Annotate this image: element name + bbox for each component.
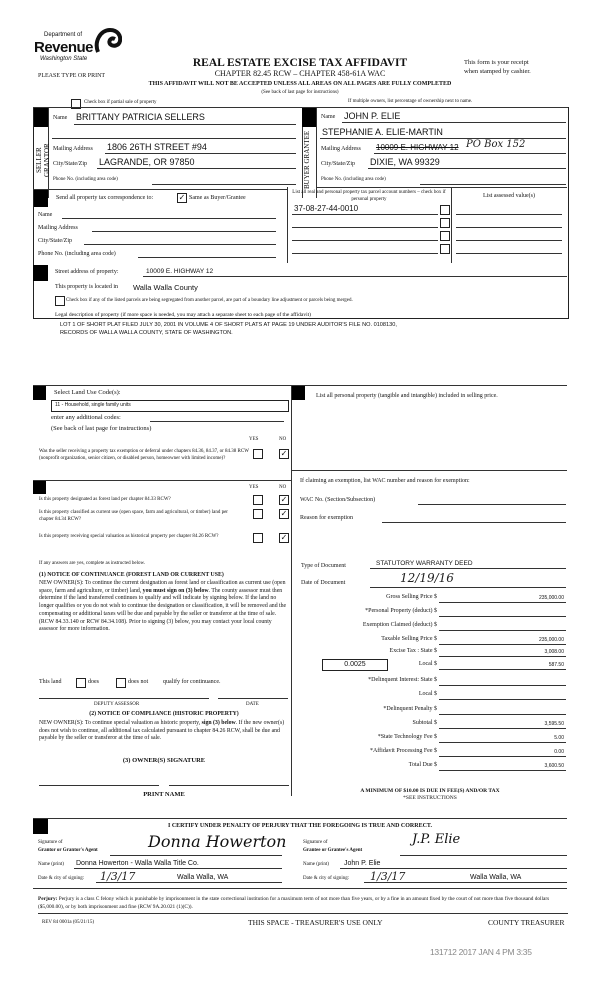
buyer-name[interactable]: JOHN P. ELIE (344, 111, 401, 121)
print-name-label: PRINT NAME (143, 791, 185, 798)
buyer-phone-label: Phone No. (including area code) (321, 177, 386, 182)
partial-sale-label: Check box if partial sale of property (84, 100, 157, 105)
parcel-number[interactable]: 37-08-27-44-0010 (294, 204, 359, 213)
buyer-side-label: BUYER GRANTEE (303, 130, 311, 190)
tax-row-value[interactable]: 3,595.50 (544, 721, 564, 727)
form-subtitle: CHAPTER 82.45 RCW – CHAPTER 458-61A WAC (214, 69, 386, 78)
perjury-bold: Perjury: (38, 896, 58, 902)
additional-codes-label: enter any additional codes: (51, 414, 121, 421)
see-instructions: *SEE INSTRUCTIONS (403, 795, 457, 801)
tax-row-label: *State Technology Fee $ (377, 734, 437, 740)
exemption-question: Was the seller receiving a property tax exemption or deferral under chapters 84.36, 84.37, or 84.38 RCW (nonprofit organization, senior citizen, or disabled person, homeowner with limited income)? (39, 449, 249, 461)
grantee-sig-label-1: Signature of (303, 840, 328, 845)
seller-side-label: SELLER GRANTOR (35, 143, 51, 177)
minimum-note: A MINIMUM OF $10.00 IS DUE IN FEE(S) AND/OR TAX (360, 788, 500, 794)
tax-row-label: Excise Tax : State $ (389, 648, 437, 654)
tax-row-value[interactable]: 235,000.00 (538, 595, 564, 601)
section-marker-4 (33, 265, 48, 281)
instructions-note: (See back of last page for instructions) (261, 90, 339, 95)
doc-date[interactable]: 12/19/16 (400, 571, 454, 585)
forest-no-checkbox[interactable]: ✓ (280, 495, 288, 504)
tax-row-label: *Delinquent Penalty $ (383, 706, 437, 712)
tax-row-label: Local $ (418, 661, 437, 667)
notice-compliance-title: (2) NOTICE OF COMPLIANCE (HISTORIC PROPERTY) (89, 711, 239, 717)
form-id: REV 84 0001a (05/21/15) (42, 920, 94, 925)
notice2-bold: sign (3) below (201, 720, 236, 726)
parcel-personal-checkbox[interactable] (440, 231, 450, 241)
assessed-header: List assessed value(s) (483, 193, 535, 199)
please-type: PLEASE TYPE OR PRINT (38, 73, 106, 79)
certify-statement: I CERTIFY UNDER PENALTY OF PERJURY THAT THE FOREGOING IS TRUE AND CORRECT. (167, 823, 432, 829)
street-address[interactable]: 10009 E. HIGHWAY 12 (146, 268, 214, 275)
buyer-city-label: City/State/Zip (321, 161, 355, 167)
parcels-header: List all real and personal property tax parcel account numbers – check box if personal property (292, 190, 446, 202)
this-land-label: This land (39, 679, 62, 685)
buyer-name-2[interactable]: STEPHANIE A. ELIE-MARTIN (322, 127, 443, 137)
land-use-select[interactable] (51, 400, 289, 412)
located-label: This property is located in (55, 284, 118, 290)
form-title: REAL ESTATE EXCISE TAX AFFIDAVIT (192, 57, 408, 69)
street-label: Street address of property: (55, 269, 119, 275)
tax-row-value[interactable]: 0.00 (554, 749, 564, 755)
treasurer-use: THIS SPACE - TREASURER'S USE ONLY (248, 918, 383, 927)
tax-row-label: Exemption Claimed (deduct) $ (362, 622, 437, 628)
grantor-name[interactable]: Donna Howerton - Walla Walla Title Co. (76, 860, 199, 867)
buyer-city[interactable]: DIXIE, WA 99329 (370, 157, 440, 167)
tax-row-value[interactable]: 5.00 (554, 735, 564, 741)
parcel-personal-checkbox[interactable] (440, 244, 450, 254)
county[interactable]: Walla Walla County (133, 283, 198, 292)
logo-line1: Department of (44, 32, 83, 38)
historical-question: Is this property receiving special valuation as historical property per chapter 84.26 RCW? (39, 534, 219, 539)
grantee-sig-label-2: Grantee or Grantee's Agent (303, 848, 363, 853)
land-use-label: Select Land Use Code(s): (54, 389, 121, 396)
corr-city-label: City/State/Zip (38, 238, 72, 244)
logo-line3: Washington State (40, 56, 88, 62)
grantee-city[interactable]: Walla Walla, WA (470, 874, 522, 881)
tax-row-label: Gross Selling Price $ (386, 594, 437, 600)
grantor-date-label: Date & city of signing: (38, 876, 85, 881)
qualify-label: qualify for continuance. (163, 679, 221, 685)
seller-city-label: City/State/Zip (53, 161, 87, 167)
seller-name[interactable]: BRITTANY PATRICIA SELLERS (76, 112, 205, 122)
grantor-city[interactable]: Walla Walla, WA (177, 874, 229, 881)
doc-type-label: Type of Document (301, 563, 346, 569)
section-marker-8 (33, 819, 48, 834)
buyer-mailing-handwritten[interactable]: PO Box 152 (466, 139, 526, 150)
if-yes-note: If any answers are yes, complete as instructed below. (39, 561, 146, 566)
tax-row-label: *Personal Property (deduct) $ (365, 608, 437, 614)
notice-continuance-title: (1) NOTICE OF CONTINUANCE (FOREST LAND OR CURRENT USE) (39, 572, 224, 578)
forest-yes-checkbox[interactable] (253, 495, 263, 505)
grantee-name-label: Name (print) (303, 862, 329, 867)
section-marker-1 (34, 108, 48, 127)
buyer-name-label: Name (321, 114, 336, 120)
does-label: does (88, 679, 99, 685)
perjury-text: Perjury is a class C felony which is punishable by imprisonment in the state correctional institution for a maximum term of not more than five years, or by a fine in an amount fixed by the court of not more than five thousand dollars ($5,000.00), or by both imprisonment and fine (RCW 9A.20.021 (1)(C)). (38, 896, 550, 910)
section-marker-7 (33, 481, 46, 494)
assessor-date-label: DATE (246, 702, 259, 707)
land-use-selected: 11 - Household, single family units (55, 402, 131, 408)
perjury-notice (38, 896, 568, 911)
logo-line2: Revenue (34, 39, 94, 56)
notice2-b: . If the new owner(s) does not wish to continue, all additional tax calculated pursuant to chapter 84.26 RCW, shall be due and payable by the seller or transferor at the time of sale. (39, 720, 285, 742)
legal-line-2[interactable]: RECORDS OF WALLA WALLA COUNTY, STATE OF WASHINGTON. (60, 330, 233, 336)
reason-label: Reason for exemption (300, 515, 353, 521)
seller-mailing[interactable]: 1806 26TH STREET #94 (107, 142, 207, 152)
no-header: NO (279, 437, 287, 442)
notice2-a: NEW OWNER(S): To continue special valuation as historic property, (39, 720, 201, 726)
receipt-note-2: when stamped by cashier. (464, 68, 531, 75)
tax-row-label: Subtotal $ (412, 720, 437, 726)
legal-line-1[interactable]: LOT 1 OF SHORT PLAT FILED JULY 30, 2001 IN VOLUME 4 OF SHORT PLATS AT PAGE 19 UNDER AUDITOR'S FILE NO. 0108130, (60, 322, 397, 328)
tax-row-value[interactable]: 587.50 (548, 662, 564, 668)
tax-row-label: Local $ (418, 691, 437, 697)
section-marker-6 (292, 386, 305, 400)
historical-no-checkbox[interactable]: ✓ (280, 533, 288, 542)
grantor-date[interactable]: 1/3/17 (100, 870, 136, 883)
recording-stamp: 131712 2017 JAN 4 PM 3:35 (430, 947, 532, 957)
notice-compliance-text (39, 720, 291, 743)
exemption-claim-label: If claiming an exemption, list WAC number and reason for exemption: (300, 478, 470, 484)
segregated-checkbox[interactable] (55, 296, 65, 306)
buyer-mailing-label: Mailing Address (321, 146, 361, 152)
parcel-personal-checkbox[interactable] (440, 218, 450, 228)
dor-swirl-icon (94, 28, 122, 54)
tax-row-value[interactable]: 235,000.00 (538, 637, 564, 643)
multiple-owners-note: If multiple owners, list percentage of ownership next to name. (348, 99, 473, 104)
notice1-a: NEW OWNER(S): To continue the current designation as forest land or classification as current use (open space, farm and agriculture, or timber) land, (39, 580, 286, 594)
section-marker-2 (302, 108, 316, 127)
correspondence-label: Send all property tax correspondence to: (56, 195, 154, 201)
grantor-signature[interactable]: Donna Howerton (148, 832, 287, 851)
section-marker-5 (33, 386, 46, 400)
yes-header-2: YES (249, 485, 259, 490)
current-use-no-checkbox[interactable]: ✓ (280, 509, 288, 518)
seller-city[interactable]: LAGRANDE, OR 97850 (99, 157, 195, 167)
tax-row-label: *Delinquent Interest: State $ (368, 677, 437, 683)
current-use-yes-checkbox[interactable] (253, 509, 263, 519)
same-as-buyer-checkbox[interactable]: ✓ (178, 193, 186, 202)
exemption-no-checkbox[interactable]: ✓ (280, 449, 288, 458)
historical-yes-checkbox[interactable] (253, 533, 263, 543)
tax-row-value[interactable]: 3,600.50 (544, 763, 564, 769)
acceptance-warning: THIS AFFIDAVIT WILL NOT BE ACCEPTED UNLESS ALL AREAS ON ALL PAGES ARE FULLY COMPLETED (148, 81, 452, 87)
personal-property-label: List all personal property (tangible and intangible) included in selling price. (316, 393, 498, 399)
tax-row-value[interactable]: 3,008.00 (544, 649, 564, 655)
forest-land-question: Is this property designated as forest land per chapter 84.33 RCW? (39, 497, 171, 502)
does-not-qualify-checkbox[interactable] (116, 678, 126, 688)
doc-type[interactable]: STATUTORY WARRANTY DEED (376, 560, 473, 567)
segregated-label: Check box if any of the listed parcels are being segregated from another parcel, are part of a boundary line adjustment or parcels being merged. (66, 298, 353, 303)
tax-row-label: Taxable Selling Price $ (381, 636, 437, 642)
no-header-2: NO (279, 485, 287, 490)
tax-row-label: *Affidavit Processing Fee $ (369, 748, 437, 754)
grantee-name[interactable]: John P. Elie (344, 860, 381, 867)
corr-phone-label: Phone No. (including area code) (38, 251, 116, 257)
grantee-date[interactable]: 1/3/17 (370, 870, 406, 883)
exemption-yes-checkbox[interactable] (253, 449, 263, 459)
notice1-bold: you must sign on (3) below (142, 587, 209, 594)
receipt-note-1: This form is your receipt (464, 59, 529, 66)
local-rate: 0.0025 (344, 661, 366, 668)
land-use-instructions: (See back of last page for instructions) (51, 425, 152, 432)
county-treasurer: COUNTY TREASURER (488, 918, 565, 927)
grantor-sig-label-2: Grantor or Grantor's Agent (38, 848, 98, 853)
dor-logo (34, 30, 124, 70)
notice1-b: . The county assessor must then determine if the land transferred continues to qualify and will indicate by signing below. If the land no longer qualifies or you do not wish to continue the designation or classification, it will be removed and the compensating or additional taxes will be due and payable by the seller or transferor at the time of sale. (RCW 84.33.140 or RCW 84.34.108). Prior to signing (3) below, you may contact your local county assessor for more information. (39, 587, 287, 633)
legal-label: Legal description of property (if more space is needed, you may attach a separate sheet to each page of the affidavit) (55, 312, 311, 318)
corr-mailing-label: Mailing Address (38, 225, 78, 231)
seller-phone-label: Phone No. (including area code) (53, 177, 118, 182)
doc-date-label: Date of Document (301, 580, 346, 586)
current-use-question: Is this property classified as current use (open space, farm and agricultural, or timber) land per chapter 84.34 RCW? (39, 510, 228, 522)
deputy-assessor-label: DEPUTY ASSESSOR (94, 702, 140, 707)
same-as-buyer-label: Same as Buyer/Grantee (189, 195, 246, 201)
grantee-signature[interactable]: J.P. Elie (412, 832, 461, 847)
does-not-label: does not (128, 679, 149, 685)
grantee-date-label: Date & city of signing: (303, 876, 350, 881)
seller-name-label: Name (53, 115, 68, 121)
yes-header: YES (249, 437, 259, 442)
corr-name-label: Name (38, 212, 53, 218)
section-marker-3 (34, 190, 48, 207)
parcel-personal-checkbox[interactable] (440, 205, 450, 215)
owner-signature-label: (3) OWNER(S) SIGNATURE (122, 757, 206, 764)
wac-label: WAC No. (Section/Subsection) (300, 497, 376, 503)
does-qualify-checkbox[interactable] (76, 678, 86, 688)
seller-mailing-label: Mailing Address (53, 146, 93, 152)
notice-continuance-text (39, 580, 291, 634)
grantor-sig-label-1: Signature of (38, 840, 63, 845)
grantor-name-label: Name (print) (38, 862, 64, 867)
tax-row-label: Total Due $ (408, 762, 437, 768)
buyer-mailing-struck[interactable]: 10009 E. HIGHWAY 12 (376, 143, 459, 152)
